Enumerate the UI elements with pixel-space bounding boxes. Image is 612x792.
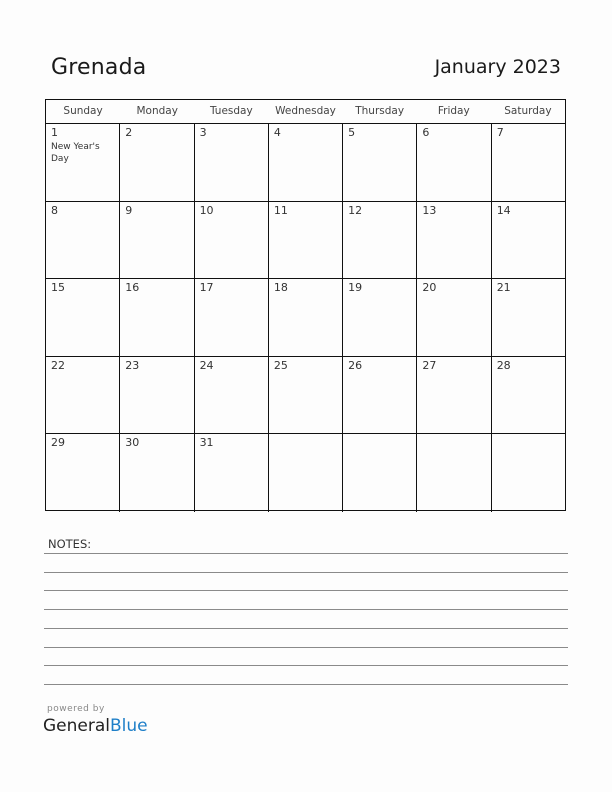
day-number: 23 [125, 358, 140, 372]
notes-line [44, 609, 568, 610]
day-cell [46, 357, 120, 434]
day-cell [120, 124, 194, 201]
generalblue-logo [43, 716, 148, 736]
day-number: 6 [422, 126, 430, 139]
day-cell [417, 202, 491, 279]
notes-line [44, 572, 568, 573]
day-number: 19 [348, 281, 363, 295]
week-row [46, 124, 565, 202]
brand-general: General [43, 716, 110, 736]
notes-line [44, 647, 568, 648]
day-cell [417, 279, 491, 356]
day-cell [46, 434, 120, 512]
week-row [46, 279, 565, 357]
day-number: 13 [422, 203, 437, 217]
day-number: 12 [348, 203, 363, 217]
day-cell [269, 434, 343, 512]
day-cell [492, 124, 565, 201]
day-cell [492, 279, 565, 356]
day-cell [269, 124, 343, 201]
day-number: 22 [51, 358, 65, 372]
day-cell [343, 202, 417, 279]
day-number: 24 [199, 358, 214, 372]
calendar-grid [45, 99, 566, 511]
day-number: 8 [51, 203, 58, 217]
day-number: 4 [273, 126, 281, 139]
day-cell [120, 202, 194, 279]
weekday-friday: Friday [437, 105, 470, 117]
day-number: 20 [422, 281, 437, 295]
day-cell [492, 202, 565, 279]
day-number: 2 [125, 126, 133, 139]
day-cell [417, 124, 491, 201]
weekday-tuesday: Tuesday [209, 105, 253, 117]
day-number: 10 [199, 203, 214, 217]
powered-by-text: powered by [47, 704, 105, 714]
day-cell [120, 279, 194, 356]
weekday-monday: Monday [136, 105, 178, 117]
day-cell [195, 279, 269, 356]
month-year-title: January 2023 [434, 56, 561, 78]
day-number: 3 [199, 126, 207, 139]
day-cell [120, 434, 194, 512]
day-number: 26 [348, 358, 363, 372]
day-cell [492, 357, 565, 434]
week-row [46, 357, 565, 435]
weekday-wednesday: Wednesday [275, 105, 336, 117]
day-cell [195, 124, 269, 201]
day-number: 31 [199, 436, 214, 450]
day-cell [195, 434, 269, 512]
day-number: 29 [51, 436, 65, 450]
day-number: 17 [199, 281, 214, 295]
day-cell [269, 202, 343, 279]
day-cell [195, 202, 269, 279]
day-number: 25 [273, 358, 288, 372]
day-cell [269, 357, 343, 434]
day-number: 14 [496, 203, 511, 217]
day-cell [46, 202, 120, 279]
day-number: 9 [125, 203, 133, 217]
day-cell [343, 279, 417, 356]
day-cell [343, 434, 417, 512]
day-cell [492, 434, 565, 512]
day-cell [343, 357, 417, 434]
day-number: 27 [422, 358, 437, 372]
notes-line [44, 684, 568, 685]
week-row [46, 202, 565, 280]
day-cell [343, 124, 417, 201]
day-number: 5 [348, 126, 356, 139]
day-cell [120, 357, 194, 434]
notes-line [44, 553, 568, 554]
day-number: 21 [496, 281, 511, 295]
holiday-label: New Year's Day [51, 142, 100, 164]
day-cell [46, 279, 120, 356]
day-number: 30 [125, 436, 140, 450]
day-cell [46, 124, 120, 201]
day-number: 1 [51, 126, 58, 139]
notes-line [44, 590, 568, 591]
day-number: 16 [125, 281, 140, 295]
day-number: 11 [273, 203, 288, 217]
day-number: 7 [496, 126, 504, 139]
weekday-thursday: Thursday [355, 105, 405, 117]
week-row [46, 434, 565, 512]
day-cell [417, 434, 491, 512]
weekday-saturday: Saturday [504, 105, 552, 117]
day-number: 18 [273, 281, 288, 295]
country-title: Grenada [51, 55, 147, 80]
day-cell [195, 357, 269, 434]
day-number: 15 [51, 281, 65, 295]
weekday-sunday: Sunday [63, 105, 103, 117]
day-cell [269, 279, 343, 356]
brand-blue: Blue [110, 716, 148, 736]
notes-line [44, 628, 568, 629]
notes-line [44, 665, 568, 666]
notes-label: NOTES: [48, 537, 92, 551]
day-number: 28 [496, 358, 511, 372]
weekday-header-row [46, 100, 565, 124]
day-cell [417, 357, 491, 434]
